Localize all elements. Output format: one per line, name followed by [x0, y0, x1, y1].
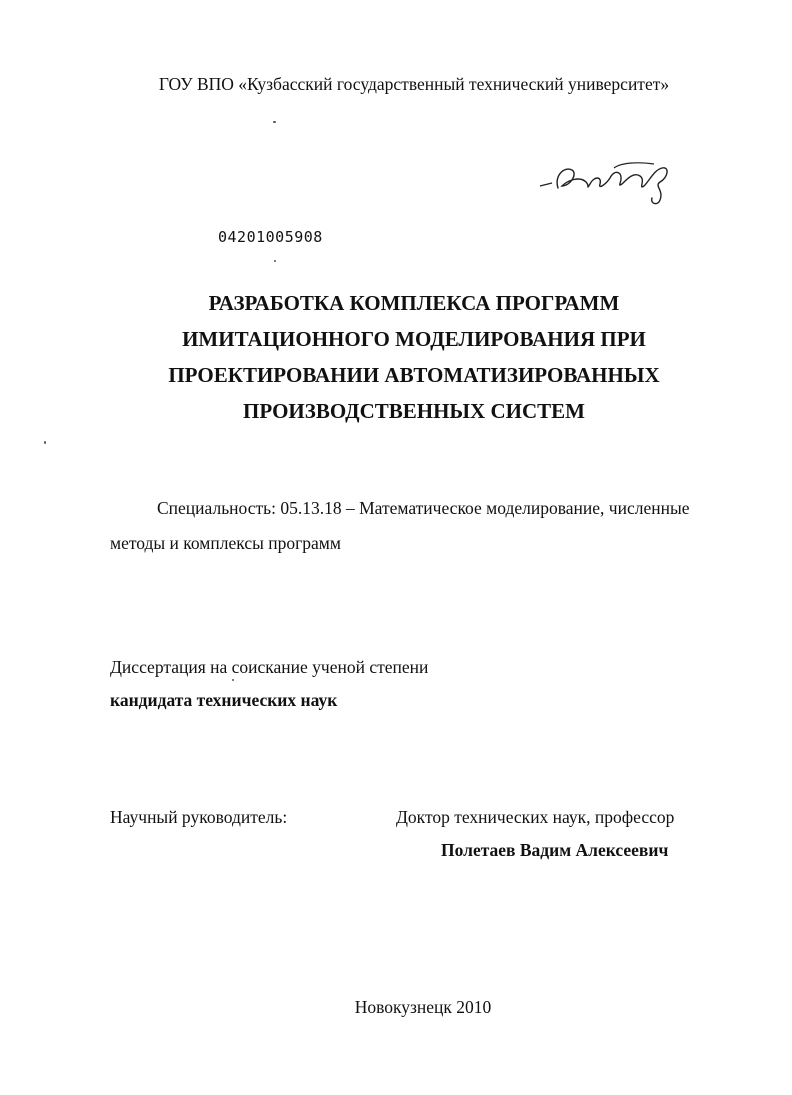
title-line: ПРОЕКТИРОВАНИИ АВТОМАТИЗИРОВАННЫХ — [168, 363, 660, 387]
degree-line: кандидата технических наук — [110, 690, 338, 710]
supervisor-name: Полетаев Вадим Алексеевич — [441, 840, 669, 860]
supervisor-title: Доктор технических наук, профессор — [396, 807, 675, 827]
university-name: ГОУ ВПО «Кузбасский государственный технический университет» — [158, 74, 670, 94]
dissertation-title — [0, 285, 792, 429]
city-year: Новокузнецк 2010 — [354, 997, 492, 1017]
title-line: ПРОИЗВОДСТВЕННЫХ СИСТЕМ — [243, 399, 585, 423]
supervisor-label: Научный руководитель: — [110, 807, 288, 827]
scan-speck — [232, 679, 234, 681]
dissertation-line: Диссертация на соискание ученой степени — [110, 657, 429, 677]
stamp-number: 04201005908 — [218, 228, 323, 246]
specialty-line-2: методы и комплексы программ — [110, 533, 341, 553]
specialty-block — [110, 491, 750, 561]
title-line: РАЗРАБОТКА КОМПЛЕКСА ПРОГРАММ — [208, 291, 620, 315]
scan-speck — [44, 441, 46, 444]
scan-speck — [274, 260, 276, 262]
dissertation-degree-block — [110, 651, 428, 717]
title-line: ИМИТАЦИОННОГО МОДЕЛИРОВАНИЯ ПРИ — [182, 327, 646, 351]
handwritten-signature-icon — [530, 150, 680, 210]
scan-speck — [273, 121, 276, 123]
specialty-line-1: Специальность: 05.13.18 – Математическое моделирование, численные — [157, 498, 690, 518]
